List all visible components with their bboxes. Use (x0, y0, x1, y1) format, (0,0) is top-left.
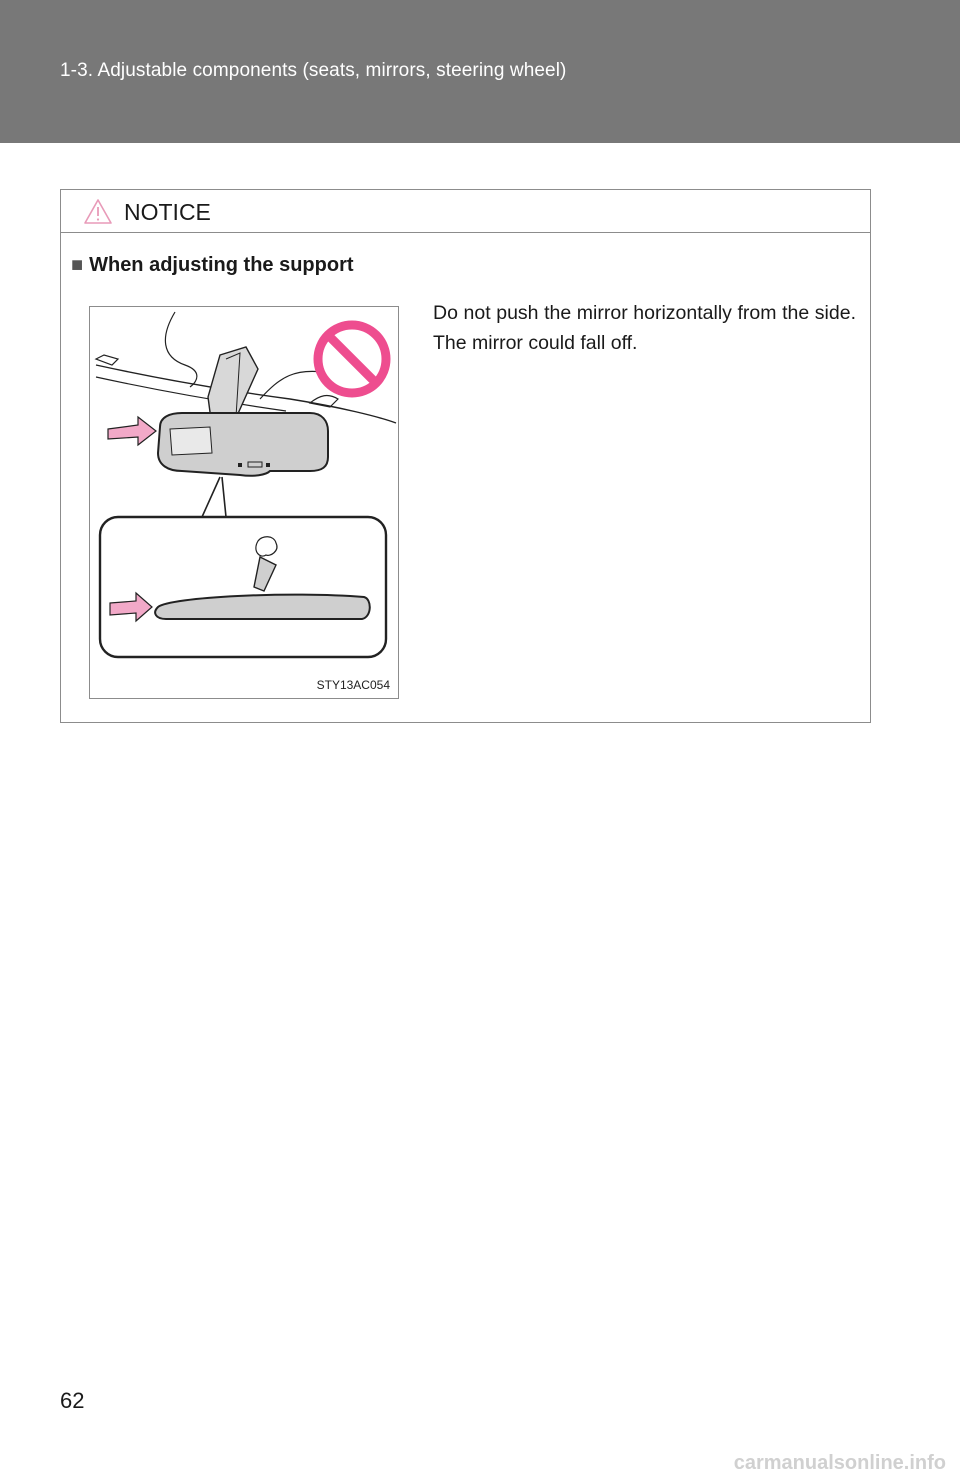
page-header (0, 0, 960, 143)
mirror-illustration (89, 306, 399, 699)
page-number: 62 (60, 1388, 85, 1413)
watermark: carmanualsonline.info (733, 1452, 946, 1474)
section-heading (71, 254, 354, 277)
notice-body-text: Do not push the mirror horizontally from the side. The mirror could fall off. (433, 302, 856, 354)
mirror-drawing (90, 307, 398, 698)
section-marker: ■ (71, 254, 84, 276)
warning-triangle-icon (83, 198, 113, 225)
section-title: 1-3. Adjustable components (seats, mirrors, steering wheel) (60, 60, 567, 81)
section-heading-text: When adjusting the support (89, 254, 354, 276)
push-arrow-icon (108, 417, 156, 445)
notice-label: NOTICE (124, 199, 211, 225)
figure-code: STY13AC054 (316, 678, 390, 692)
prohibited-icon (318, 325, 386, 393)
notice-box (60, 189, 871, 723)
notice-header (61, 190, 870, 233)
mirror-button (238, 463, 242, 467)
